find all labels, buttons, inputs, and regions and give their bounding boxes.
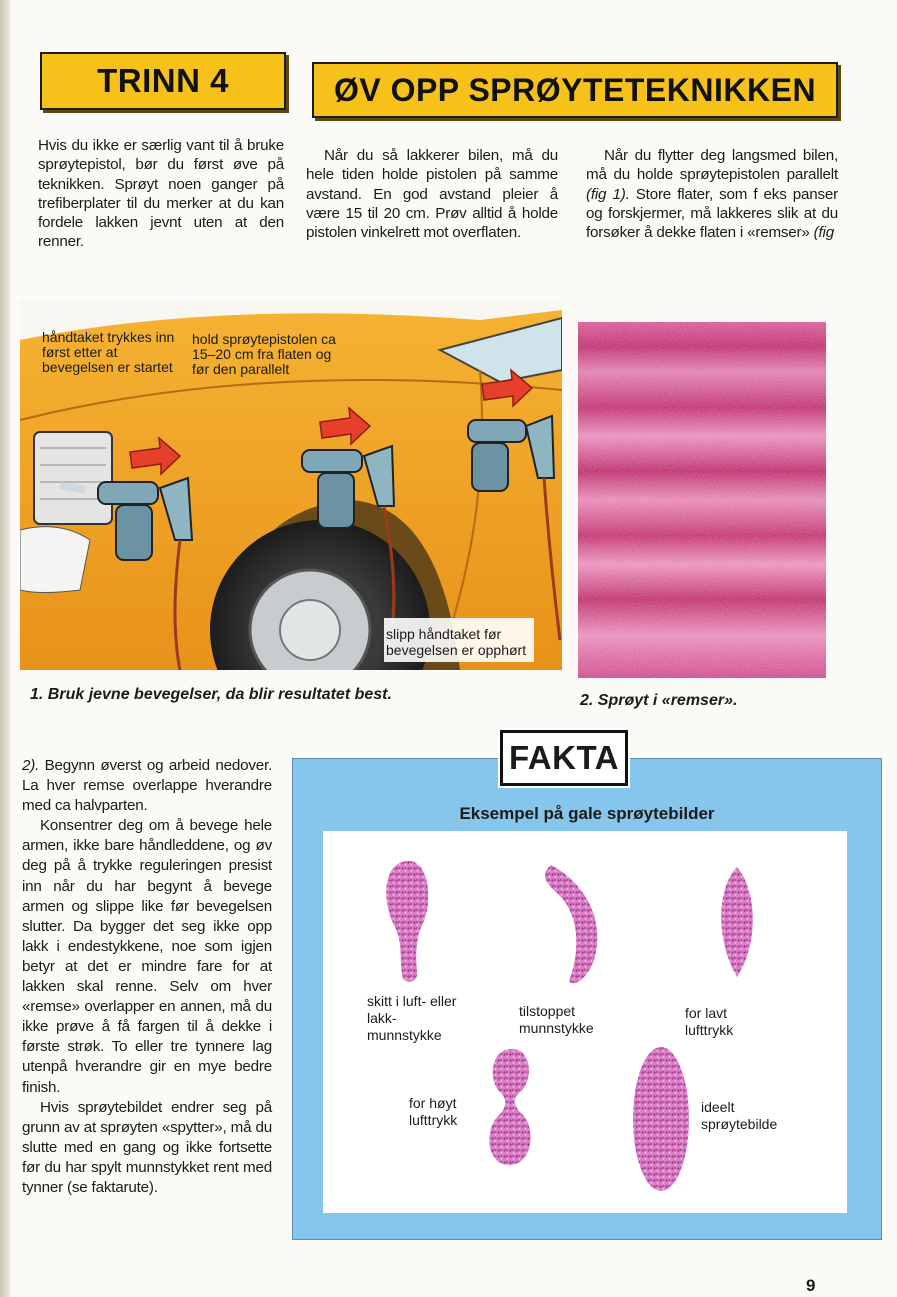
fig-ref-2: (fig	[813, 224, 834, 242]
page-spine-shadow	[0, 0, 10, 1297]
fig-ref-1: (fig 1).	[586, 185, 630, 203]
body-paragraph-1-text: Begynn øverst og arbeid nedover. La hver remse overlappe hverandre med ca halvparten.	[22, 757, 272, 815]
hand	[20, 527, 90, 593]
label-clogged-nozzle: tilstoppet munnstykke	[519, 1003, 594, 1036]
intro-paragraph-2: Når du så lakkerer bilen, må du hele tiden holde pistolen på samme avstand. En god avstand pleier å være 15 til 20 cm. Prøv alltid å holde pistolen vinkelrett mot overflaten.	[306, 147, 558, 242]
label-low-pressure: for lavt lufttrykk	[685, 1005, 734, 1038]
fakta-inner-panel	[323, 831, 847, 1213]
fakta-subtitle: Eksempel på gale sprøytebilder	[459, 804, 715, 823]
body-paragraph-1	[22, 756, 272, 816]
intro-column-2	[306, 146, 558, 242]
label-handle-press: håndtaket trykkes inn først etter at bevegelsen er startet	[42, 329, 175, 375]
label-hold-distance: hold sprøytepistolen ca 15–20 cm fra flaten og før den parallelt	[192, 331, 336, 377]
body-paragraph-3: Hvis sprøytebildet endrer seg på grunn av at sprøyten «spytter», må du slutte med en gang og ikke fortsette før du har spylt munnstykket rent med tynner (se faktarute).	[22, 1098, 272, 1196]
intro-column-3	[586, 146, 838, 242]
figure-2-spray-strips	[578, 322, 826, 678]
intro-paragraph-3	[586, 146, 838, 242]
page-number: 9	[806, 1276, 816, 1295]
figure-1-caption: 1. Bruk jevne bevegelser, da blir resultatet best.	[30, 686, 392, 703]
body-column-left	[22, 756, 272, 1198]
col3-text-b: Store flater, som f eks panser og forskjermer, må lakkeres slik at du forsøker å dekke flaten i «remser»	[586, 185, 838, 242]
label-high-pressure: for høyt lufttrykk	[409, 1095, 458, 1128]
pattern-low-pressure	[721, 867, 753, 977]
col3-text-a: Når du flytter deg langsmed bilen, må du holde sprøytepistolen parallelt	[586, 147, 838, 184]
label-release-handle: slipp håndtaket før bevegelsen er opphørt	[386, 626, 527, 658]
fakta-box	[292, 758, 882, 1240]
pattern-ideal	[633, 1047, 689, 1191]
headlight	[34, 432, 112, 524]
label-ideal: ideelt sprøytebilde	[701, 1099, 778, 1132]
step-heading: TRINN 4	[40, 52, 286, 110]
section-title: ØV OPP SPRØYTETEKNIKKEN	[312, 62, 838, 118]
label-dirt-in-nozzle: skitt i luft- eller lakk- munnstykke	[367, 993, 457, 1043]
figure-2-caption: 2. Sprøyt i «remser».	[580, 692, 738, 709]
intro-paragraph-1: Hvis du ikke er særlig vant til å bruke sprøytepistol, bør du først øve på teknikken. Sprøyt noen ganger på trefiberplater til du merker at du kan fordele lakken jevnt uten at den renner.	[38, 137, 284, 251]
fig-ref-2-cont: 2).	[22, 757, 40, 774]
intro-column-1	[38, 136, 284, 252]
fakta-tab: FAKTA	[500, 730, 628, 786]
pattern-dirt-in-nozzle	[386, 861, 428, 982]
body-paragraph-2: Konsentrer deg om å bevege hele armen, ikke bare håndleddene, og øv deg på å trykke reguleringen presist inn når du har begynt å bevege armen og slippe like før bevegelsen slutter. Da bygger det seg ikke opp lakk i endestykkene, noe som igjen betyr at det er mindre fare for at lakken skal renne. Selv om hver «remse» overlapper en annen, må du ikke prøve å få fargen til å dekke i første strøk. To eller tre tynnere lag utenpå hverandre gir en mye bedre finish.	[22, 817, 272, 1096]
pattern-high-pressure	[489, 1049, 530, 1165]
pattern-clogged-nozzle	[545, 865, 597, 983]
